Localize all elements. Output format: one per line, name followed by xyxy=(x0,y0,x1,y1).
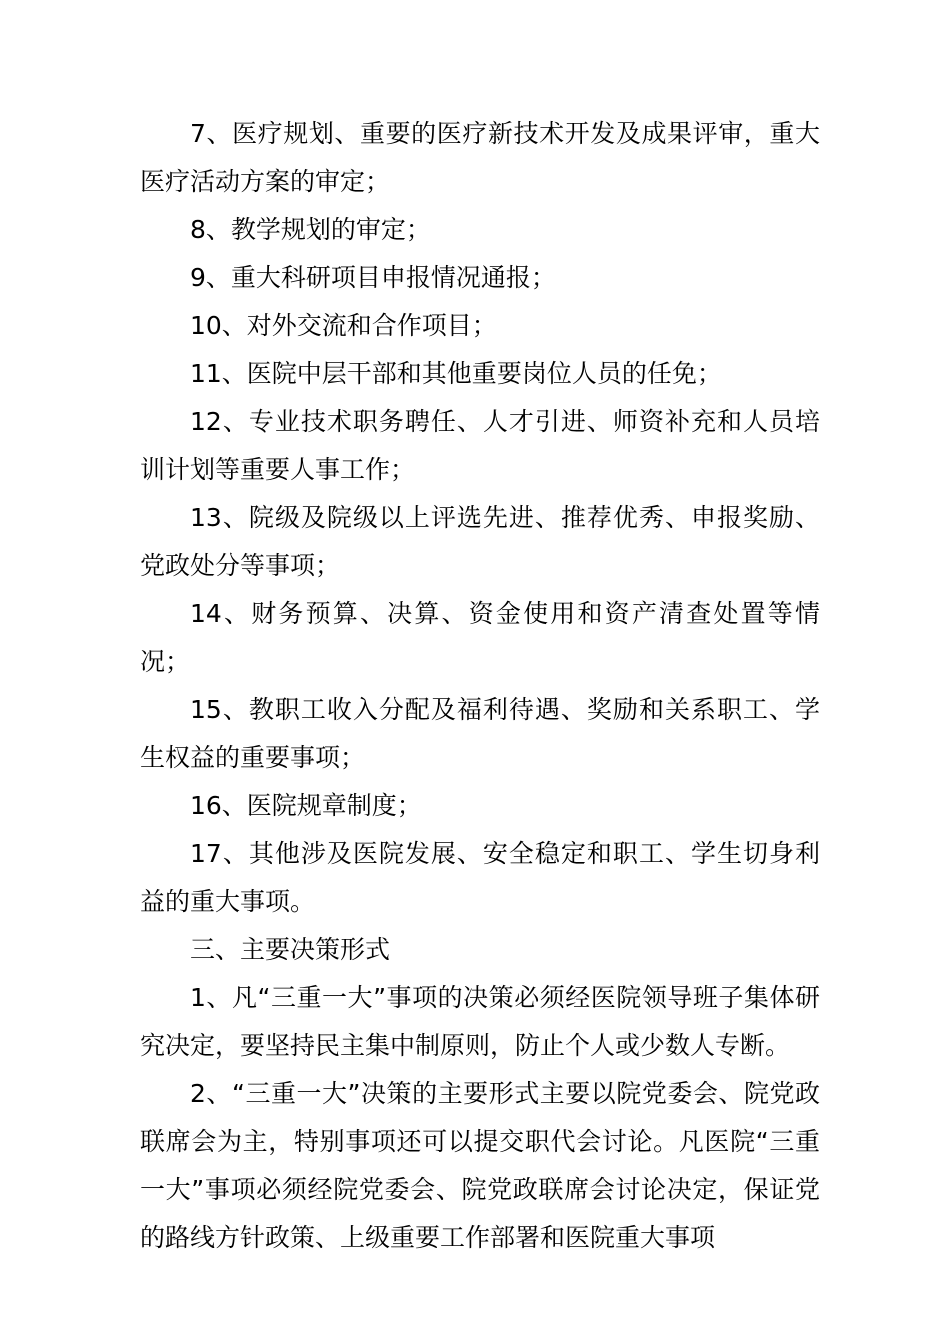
paragraph-item-16: 16、医院规章制度； xyxy=(190,791,422,820)
paragraph-decision-1: 1、凡“三重一大”事项的决策必须经医院领导班子集体研究决定，要坚持民主集中制原则，防止个人或少数人专断。 xyxy=(140,983,820,1060)
document-body xyxy=(140,110,820,1262)
paragraph-item-10: 10、对外交流和合作项目； xyxy=(190,311,497,340)
paragraph-item-14: 14、财务预算、决算、资金使用和资产清查处置等情况； xyxy=(140,599,820,676)
paragraph-item-12: 12、专业技术职务聘任、人才引进、师资补充和人员培训计划等重要人事工作； xyxy=(140,407,820,484)
section-heading: 三、主要决策形式 xyxy=(190,935,391,964)
paragraph-item-15: 15、教职工收入分配及福利待遇、奖励和关系职工、学生权益的重要事项； xyxy=(140,695,820,772)
paragraph-item-13: 13、院级及院级以上评选先进、推荐优秀、申报奖励、党政处分等事项； xyxy=(140,503,820,580)
paragraph-decision-2: 2、“三重一大”决策的主要形式主要以院党委会、院党政联席会为主，特别事项还可以提交职代会讨论。凡医院“三重一大”事项必须经院党委会、院党政联席会讨论决定，保证党的路线方针政策、上级重要工作部署和医院重大事项 xyxy=(140,1079,820,1252)
paragraph-item-17: 17、其他涉及医院发展、安全稳定和职工、学生切身利益的重大事项。 xyxy=(140,839,820,916)
paragraph-item-7: 7、医疗规划、重要的医疗新技术开发及成果评审，重大医疗活动方案的审定； xyxy=(140,119,820,196)
paragraph-item-9: 9、重大科研项目申报情况通报； xyxy=(190,263,556,292)
paragraph-item-11: 11、医院中层干部和其他重要岗位人员的任免； xyxy=(190,359,722,388)
paragraph-item-8: 8、教学规划的审定； xyxy=(190,215,431,244)
